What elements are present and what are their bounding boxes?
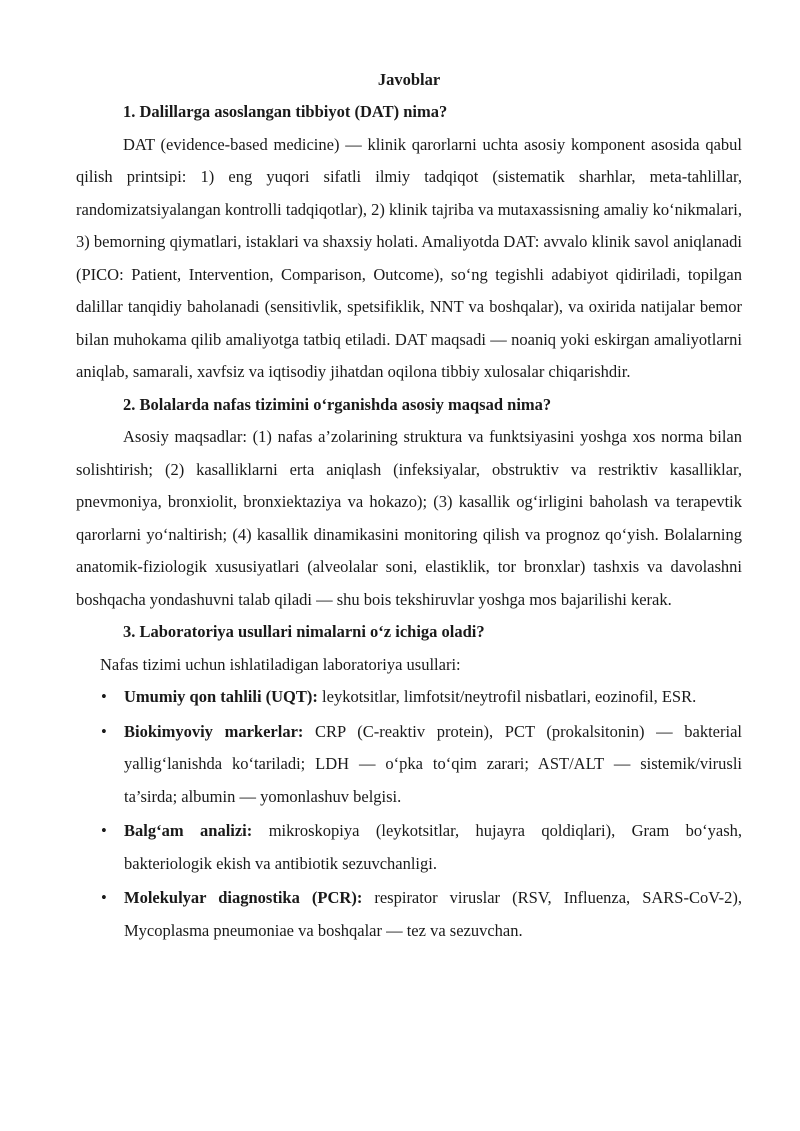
list-item-text: respirator viruslar (RSV, Influenza, SARS-CoV-2), Mycoplasma pneumoniae va boshqalar — tez va sezuvchan. xyxy=(124,888,743,940)
question-heading-1: 1. Dalillarga asoslangan tibbiyot (DAT) nima? xyxy=(123,102,448,121)
bullet-icon: • xyxy=(101,888,107,907)
page-title: Javoblar xyxy=(377,70,441,89)
bullet-icon: • xyxy=(101,721,107,741)
list-item-term: Balg‘am analizi: xyxy=(124,821,253,840)
list-item xyxy=(76,716,742,814)
list-item-term: Umumiy qon tahlili (UQT): xyxy=(124,687,318,706)
list-item xyxy=(76,882,742,947)
bullet-icon: • xyxy=(101,821,107,840)
list-item-text: CRP (C-reaktiv protein), PCT (prokalsitonin) — bakterial yallig‘lanishda ko‘tariladi; LDH — o‘pka to‘qim zarari; AST/ALT — sistemik/virusli ta’sirda; albumin — yomonlashuv belgisi. xyxy=(124,721,742,806)
list-item-term: Molekulyar diagnostika (PCR): xyxy=(124,888,363,907)
answer-intro-3: Nafas tizimi uchun ishlatiladigan laboratoriya usullari: xyxy=(100,654,461,674)
list-item-text: leykotsitlar, limfotsit/neytrofil nisbatlari, eozinofil, ESR. xyxy=(317,687,697,706)
list-item xyxy=(76,815,742,880)
list-item-term: Biokimyoviy markerlar: xyxy=(124,721,304,741)
lab-methods-list xyxy=(76,681,742,947)
answer-paragraph-1: DAT (evidence-based medicine) — klinik qarorlarni uchta asosiy komponent asosida qabul qilish printsipi: 1) eng yuqori sifatli ilmiy tadqiqot (sistematik sharhlar, meta-tahlillar, randomizatsiyalangan kontrolli tadqiqotlar), 2) klinik tajriba va mutaxassisning amaliy ko‘nikmalari, 3) bemorning qiymatlari, istaklari va shaxsiy holati. Amaliyotda DAT: avvalo klinik savol aniqlanadi (PICO: Patient, Intervention, Comparison, Outcome), so‘ng tegishli adabiyot qidiriladi, topilgan dalillar tanqidiy baholanadi (sensitivlik, spetsifiklik, NNT va boshqalar), va oxirida natijalar bemor bilan muhokama qilib amaliyotga tatbiq etiladi. DAT maqsadi — noaniq yoki eskirgan amaliyotlarni aniqlab, samarali, xavfsiz va iqtisodiy jihatdan oqilona tibbiy xulosalar chiqarishdir. xyxy=(76,134,742,381)
document-page xyxy=(76,64,742,949)
list-item xyxy=(76,681,742,714)
bullet-icon: • xyxy=(101,687,107,706)
question-heading-3: 3. Laboratoriya usullari nimalarni o‘z ichiga oladi? xyxy=(123,622,485,641)
question-heading-2: 2. Bolalarda nafas tizimini o‘rganishda asosiy maqsad nima? xyxy=(123,394,552,414)
answer-paragraph-2: Asosiy maqsadlar: (1) nafas a’zolarining struktura va funktsiyasini yoshga xos norma bilan solishtirish; (2) kasalliklarni erta aniqlash (infeksiyalar, obstruktiv va restriktiv kasalliklar, pnevmoniya, bronxiolit, bronxiektaziya va hokazo); (3) kasallik og‘irligini baholash va terapevtik qarorlarni yo‘naltirish; (4) kasallik dinamikasini monitoring qilish va prognoz qo‘yish. Bolalarning anatomik-fiziologik xususiyatlari (alveolalar soni, elastiklik, tor bronxlar) tashxis va davolashni boshqacha yondashuvni talab qiladi — shu bois tekshiruvlar yoshga mos bajarilishi kerak. xyxy=(76,427,742,609)
list-item-text: mikroskopiya (leykotsitlar, hujayra qoldiqlari), Gram bo‘yash, bakteriologik ekish va antibiotik sezuvchanligi. xyxy=(124,821,742,873)
